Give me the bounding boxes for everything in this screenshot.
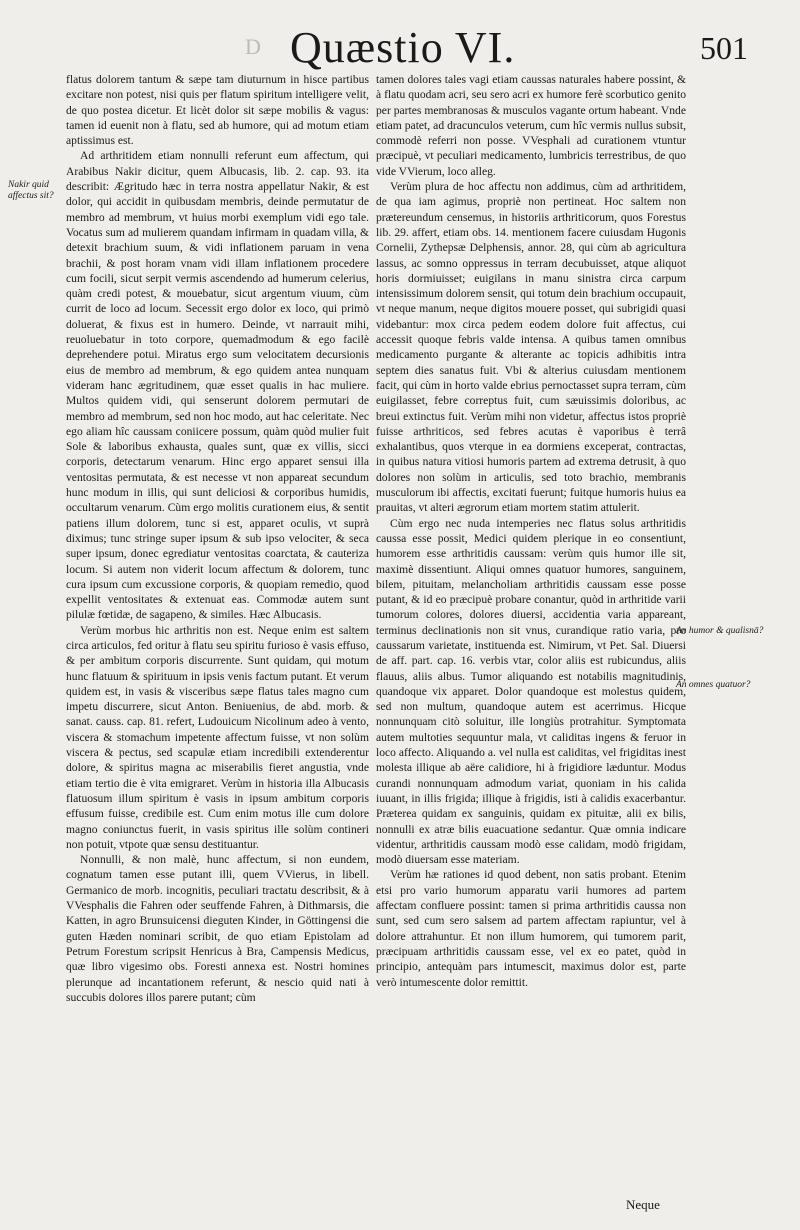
margin-note-nakir: Nakir quid affectus sit?	[8, 180, 54, 201]
paragraph: Ad arthritidem etiam nonnulli referunt eum affectum, qui Arabibus Nakir dicitur, quem Albucasis, lib. 2. cap. 93. ita describit: Ægritudo hæc in terra nostra appellatur Nakir, & est dolor, qui accidit in quibusdam membris, deinde permutatur de membro ad membrum, vt huius morbi exemplum vidi ego tale. Vocatus sum ad mulierem quandam infirmam in quadam villa, & detexit brachium suum, & vidi inflationem paruam in vena brachii, & post horam vnam vidi illam inflationem procedere cum focili, sicut serpit vermis ascendendo ad humerum celerius, quàm credi potest, & mouebatur, sicut argentum viuum, cùm currit de loco ad locum. Secessit ergo dolor ex loco, qui primò doluerat, & fixus est in humero. Deinde, vt narrauit mihi, reuoluebatur in toto corpore, quemadmodum & ego facilè deprehendere potui. Miratus ergo sum velocitatem decursionis eius de membro ad membrum, & ego quidem antea nunquam videram hanc ægritudinem, quæ esset qualis in hac muliere. Multos quidem vidi, qui senserunt dolorem permutari de membro ad membrum, sed non hoc modo, aut hac celeritate. Nec ego aliam hîc caussam coniicere possum, quàm quòd mulier fuit Sole & laboribus exhausta, quales sunt, quæ ex villis, sicci corporis, detectarum venarum. Hinc ergo apparet sensui illa ventositas permutata, & est necesse vt non appareat secundum hunc modum in illis, qui sunt deliciosi & corporibus humidis, occultarum venarum. Cùm ergo molitis curationem eius, & sentit patiens illum dolorem, tunc si est, apparet oculis, vt suprà diximus; tunc stringe super ipsum & sub ipso velociter, & seca super ipsum, donec egrediatur ventositas coarctata, & cauteriza locum. Si autem non viderit locum affectum & dolorem, tunc cura ipsum cum excussione corporis, & quopiam remedio, quod expellit ventositates & extenuat eas. Commodæ autem sunt pilulæ fœtidæ, de sagapeno, & similes. Hæc Albucasis.	[66, 149, 369, 622]
paragraph: Verùm morbus hic arthritis non est. Neque enim est saltem circa articulos, fed oritur à flatu seu spiritu furioso è vasis effuso, & per ambitum corporis discurrente. Sunt quidam, qui motum hunc flatuum & spirituum in ipsis venis factum putant. Et verum quidem est, in vasis & visceribus sæpe flatus tales magno cum impetu discurrere, sicut Anton. Beniuenius, de abd. morb. & sanat. causs. cap. 81. refert, Ludouicum Nicolinum adeo à vento, viscera & stomachum impetente affectum fuisse, vt non solùm viscera & pectus, sed scapulæ etiam incredibili extenderentur dolore, & spiritus magna ac miserabilis fieret angustia, vnde etiam tertio die è vita emigraret. Verùm in historia illa Albucasis flatuosum illum spiritum è vasis in ipsum ambitum corporis effusum fuisse, credibile est. Cum enim motus ille cum dolore magno coniunctus fuerit, in vasis spiritus ille solùm contineri non potuit, vtpote quæ sensu destituantur.	[66, 623, 369, 851]
right-column	[376, 72, 686, 990]
paragraph: Nonnulli, & non malè, hunc affectum, si non eundem, cognatum tamen esse putant illi, quem VVierus, in libell. Germanico de morb. incognitis, peculiari tractatu describsit, & à VVesphalis die Fahren oder seuffende Fahren, à Dithmarsis, die Katten, in agro Brunsuicensi dieguten Kinder, in Göttingensi die guten Hæden nominari scribit, de quo etiam Epistolam ad Petrum Forestum scripsit Henricus à Bra, Campensis Medicus, quæ libro vigesimo obs. Foresti annexa est. Nostri homines plerunque ad incantationem referunt, & nescio quid nati à succubis dolores illos parere putant; cùm	[66, 853, 369, 1004]
page-number: 501	[700, 30, 748, 66]
paragraph: Cùm ergo nec nuda intemperies nec flatus solus arthritidis caussa esse possit, Medici quidem plerique in eo consentiunt, humorem esse arthritidis caussam: verùm quis humor ille sit, maximè dissentiunt. Aliqui omnes quatuor humores, sanguinem, bilem, pituitam, melancholiam arthritidis caussam esse posse putant, & id eo præcipuè probare conantur, quòd in arthritide varii tumorum colores, dolores diuersi, accidentia varia appareant, terminus declinationis non sit vnus, curandique ratio varia, pro caussarum varietate, instituenda est. Nimirum, vt Pet. Sal. Diuersi de aff. part. cap. 16. verbis vtar, color aliis est rubicundus, aliis flauus, aliis albus. Tumor aliquando est notabilis magnitudinis, quandoque vix apparet. Dolor quandoque est molestus quidem, sed non multum, quandoque autem est acerrimus. Hicque nonnunquam citò soluitur, ille longiùs protrahitur. Symptomata autem multoties sequuntur mala, vt caliditas ingens & feruor in loco affecto. Aliquando a. vel nulla est caliditas, vel frigiditas inest molesta illique ab aëre calidiore, hi à frigidiore læduntur. Modus curandi nonnunquam admodum variat, quoniam in his calida iuuant, in illis frigida; illique à frigidis, isti à calidis exacerbantur. Præterea quidam ex sanguinis, quidam ex pituitæ, alii ex bilis, nonnulli ex atræ bilis euacuatione sedantur. Quæ omnia indicare videntur, arthritidis caussam modò esse calidam, modò frigidam, modò diuersam esse materiam.	[376, 516, 686, 867]
page-title: Quæstio VI.	[290, 23, 516, 72]
paragraph: tamen dolores tales vagi etiam caussas naturales habere possint, & à flatu quodam acri, seu sero acri ex humore ferè scorbutico genito per partes membranosas & musculos vagante ortum habeant. Vnde etiam patet, ad dracunculos veterum, cum hîc vermis nullus subsit, commodè referri non posse. VVesphali ad curationem vtuntur præcipuè, vt peculiari medicamento, lumbricis terrestribus, de quo vide VVierum, loco alleg.	[376, 73, 686, 178]
paragraph: Verùm hæ rationes id quod debent, non satis probant. Etenim etsi pro vario humorum apparatu varii humores ad partem affectam confluere possint: tamen si prima arthritidis caussa non sunt, sed cum sero salsem ad partem affectam rapiuntur, vel à dolore attrahuntur. Et non illum humorem, qui tumorem parit, præcipuam arthritidis caussam esse, vel ex eo patet, quòd in principio, antequàm pars intumescit, maximus dolor est, parte verò intumescente dolor remittit.	[376, 868, 686, 989]
margin-note-humor: An humor & qualisnā?	[676, 626, 764, 636]
catchword: Neque	[626, 1197, 660, 1212]
paragraph: flatus dolorem tantum & sæpe tam diuturnum in hisce partibus excitare non potest, nisi quis per flatum spiritum intelligere velit, de quo postea dicetur. Et licèt dolor sit sæpe mobilis & vagus: tamen id euenit non à flatu, sed ab humore, qui ad motum etiam aptissimus est.	[66, 73, 369, 148]
bleed-through-letter: D	[245, 34, 261, 59]
margin-note-omnes: An omnes quatuor?	[676, 680, 751, 690]
paragraph: Verùm plura de hoc affectu non addimus, cùm ad arthritidem, de qua iam agimus, propriè non pertineat. Hoc saltem non prætereundum censemus, in historiis arthriticorum, quos Forestus lib. 29. affert, etiam obs. 14. mentionem facere cuiusdam Hugonis Cornelii, Zythepsæ Delphensis, annor. 28, qui cùm ab agricultura lassus, ac somno oppressus in terram decubuisset, atque aliquot horis dormiuisset; euigilans in manu sinistra circa carpum intensissimum dolorem sensit, qui totum dein brachium occupauit, vt neque manum, neque digitos mouere posset, qui subrigidi quasi videbantur: mox circa pedem eodem dolore fuit affectus, cui accessit quoque febris valde intensa. A quibus tamen omnibus medicamento purgante & alterante ac topicis adhibitis intra septem dies sanatus fuit. Vbi & alterius cuiusdam mentionem facit, qui cùm in horto valde ebrius pernoctasset supra terram, cùm euigilasset, febre correptus fuit, cum sæuissimis doloribus, ac breui extinctus fuit. Verùm mihi non videtur, affectus istos propriè fuisse arthriticos, sed febres acutas è vaporibus è terrâ exhalantibus, quos vterque in ea dormiens exceperat, contractas, in quibus natura vitiosi humoris partem ad extrema detrusit, à quo dolores non solùm in articulis, sed toto brachio, membranis musculorum ibi affectis, excitati fuerunt; fuitque humoris huius ea prauitas, vt alteri ægrorum etiam mortem statim attulerit.	[376, 180, 686, 515]
running-head	[0, 22, 800, 72]
left-column	[66, 72, 369, 1005]
